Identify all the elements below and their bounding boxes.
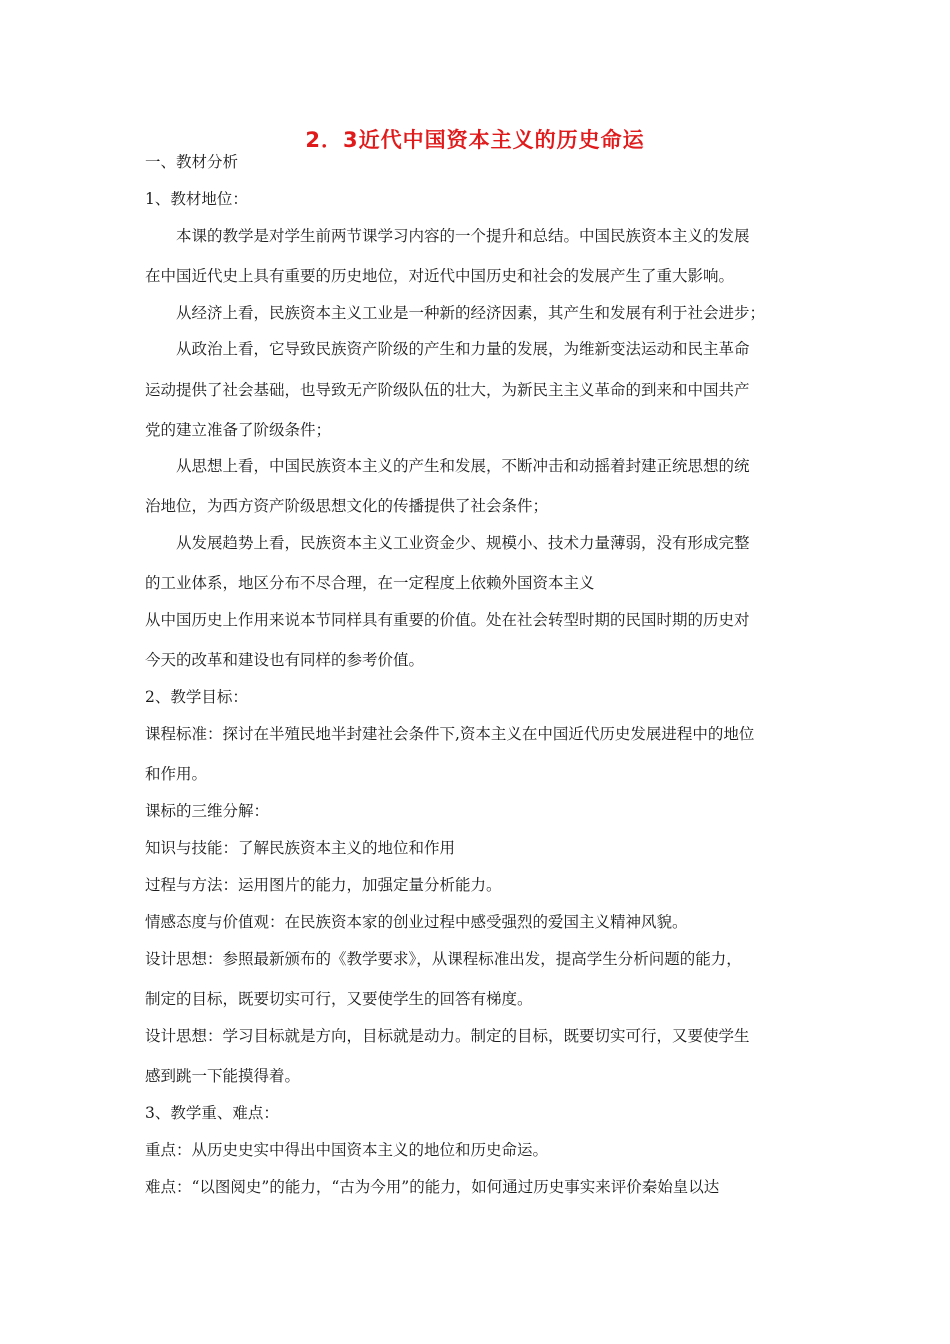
paragraph-line: 课标的三维分解： [145,802,270,820]
paragraph-line: 难点：“以图阅史”的能力，“古为今用”的能力，如何通过历史事实来评价秦始皇以达 [145,1178,720,1196]
paragraph-line: 的工业体系，地区分布不尽合理，在一定程度上依赖外国资本主义 [145,574,595,592]
paragraph-line: 治地位，为西方资产阶级思想文化的传播提供了社会条件； [145,497,549,515]
paragraph-line: 今天的改革和建设也有同样的参考价值。 [145,651,425,669]
section-heading-analysis: 一、教材分析 [145,153,239,171]
paragraph-line: 从中国历史上作用来说本节同样具有重要的价值。处在社会转型时期的民国时期的历史对 [145,611,750,629]
paragraph-line: 本课的教学是对学生前两节课学习内容的一个提升和总结。中国民族资本主义的发展 [176,227,750,245]
paragraph-line: 情感态度与价值观：在民族资本家的创业过程中感受强烈的爱国主义精神风貌。 [145,913,688,931]
paragraph-line: 党的建立准备了阶级条件； [145,421,332,439]
paragraph-line: 过程与方法：运用图片的能力，加强定量分析能力。 [145,876,502,894]
paragraph-line: 从发展趋势上看，民族资本主义工业资金少、规模小、技术力量薄弱，没有形成完整 [176,534,750,552]
paragraph-line: 知识与技能：了解民族资本主义的地位和作用 [145,839,456,857]
subheading-position: 1、教材地位： [145,190,248,208]
document-title: 2．3近代中国资本主义的历史命运 [305,128,645,152]
subheading-goals: 2、教学目标： [145,688,248,706]
paragraph-line: 从思想上看，中国民族资本主义的产生和发展，不断冲击和动摇着封建正统思想的统 [176,457,750,475]
paragraph-line: 和作用。 [145,765,208,783]
paragraph-line: 课程标准：探讨在半殖民地半封建社会条件下,资本主义在中国近代历史发展进程中的地位 [145,725,755,743]
paragraph-line: 从经济上看，民族资本主义工业是一种新的经济因素，其产生和发展有利于社会进步； [176,304,766,322]
paragraph-line: 感到跳一下能摸得着。 [145,1067,301,1085]
paragraph-line: 重点：从历史史实中得出中国资本主义的地位和历史命运。 [145,1141,549,1159]
paragraph-line: 设计思想：参照最新颁布的《教学要求》，从课程标准出发，提高学生分析问题的能力， [145,950,742,968]
subheading-key-points: 3、教学重、难点： [145,1104,279,1122]
paragraph-line: 制定的目标，既要切实可行，又要使学生的回答有梯度。 [145,990,533,1008]
paragraph-line: 运动提供了社会基础，也导致无产阶级队伍的壮大，为新民主主义革命的到来和中国共产 [145,381,750,399]
paragraph-line: 在中国近代史上具有重要的历史地位，对近代中国历史和社会的发展产生了重大影响。 [145,267,735,285]
paragraph-line: 从政治上看，它导致民族资产阶级的产生和力量的发展，为维新变法运动和民主革命 [176,340,750,358]
paragraph-line: 设计思想：学习目标就是方向，目标就是动力。制定的目标，既要切实可行，又要使学生 [145,1027,750,1045]
